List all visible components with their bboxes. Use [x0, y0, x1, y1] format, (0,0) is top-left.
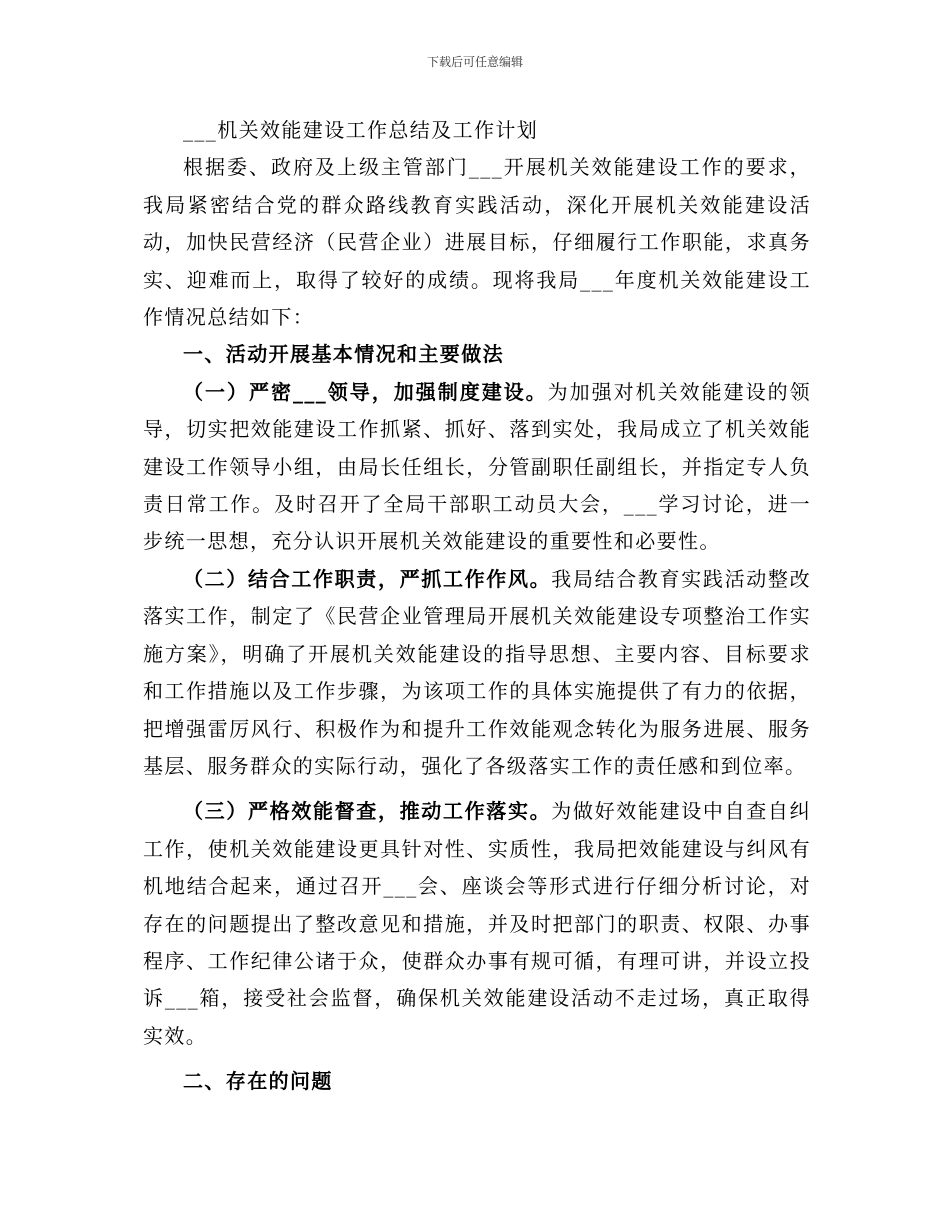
subtitle-1: （一）严密___领导，加强制度建设。 — [183, 379, 548, 404]
document-body — [143, 112, 811, 1101]
paragraph-3 — [143, 793, 811, 1055]
paragraph-1 — [143, 374, 811, 561]
subtitle-2: （二）结合工作职责，严抓工作作风。 — [183, 566, 552, 591]
document-title: ___机关效能建设工作总结及工作计划 — [183, 118, 539, 142]
section-heading-1: 一、活动开展基本情况和主要做法 — [183, 342, 504, 367]
paragraph-2-text: 我局结合教育实践活动整改落实工作，制定了《民营企业管理局开展机关效能建设专项整治工作实施方案》，明确了开展机关效能建设的指导思想、主要内容、目标要求和工作措施以及工作步骤，为该项工作的具体实施提供了有力的依据，把增强雷厉风行、积极作为和提升工作效能观念转化为服务进展、服务基层、服务群众的实际行动，强化了各级落实工作的责任感和到位率。 — [143, 566, 811, 778]
intro-paragraph: 根据委、政府及上级主管部门___开展机关效能建设工作的要求，我局紧密结合党的群众路线教育实践活动，深化开展机关效能建设活动，加快民营经济（民营企业）进展目标，仔细履行工作职能，求真务实、迎难而上，取得了较好的成绩。现将我局___年度机关效能建设工作情况总结如下： — [143, 155, 811, 330]
paragraph-1-text: 为加强对机关效能建设的领导，切实把效能建设工作抓紧、抓好、落到实处，我局成立了机关效能建设工作领导小组，由局长任组长，分管副职任副组长，并指定专人负责日常工作。及时召开了全局干部职工动员大会，___学习讨论，进一步统一思想，充分认识开展机关效能建设的重要性和必要性。 — [143, 379, 811, 554]
page-header: 下载后可任意编辑 — [426, 55, 523, 69]
subtitle-3: （三）严格效能督查，推动工作落实。 — [183, 799, 552, 824]
section-heading-2: 二、存在的问题 — [183, 1069, 333, 1094]
paragraph-2 — [143, 561, 811, 785]
paragraph-3-text: 为做好效能建设中自查自纠工作，使机关效能建设更具针对性、实质性，我局把效能建设与纠风有机地结合起来，通过召开___会、座谈会等形式进行仔细分析讨论，对存在的问题提出了整改意见和措施，并及时把部门的职责、权限、办事程序、工作纪律公诸于众，使群众办事有规可循，有理可讲，并设立投诉___箱，接受社会监督，确保机关效能建设活动不走过场，真正取得实效。 — [143, 799, 811, 1048]
